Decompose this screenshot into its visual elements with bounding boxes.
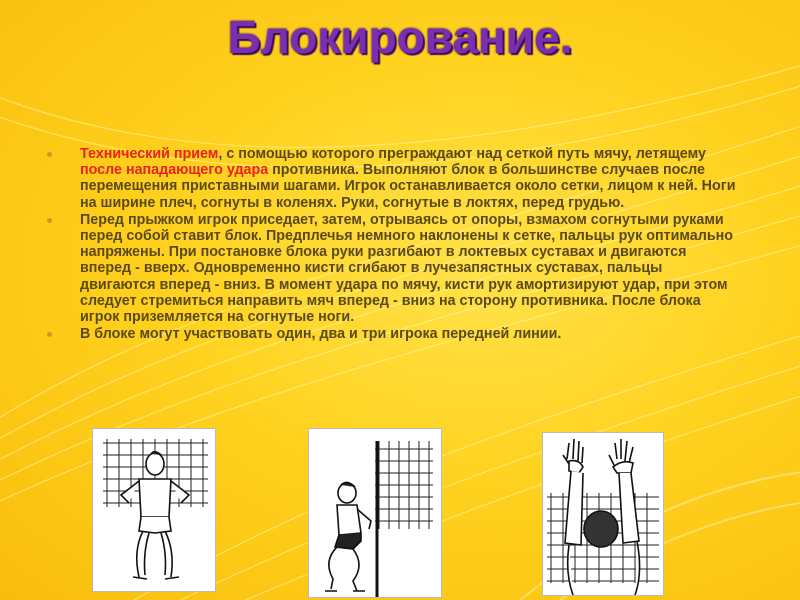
highlight-term: Технический прием — [80, 146, 219, 162]
bullet-icon — [47, 152, 52, 157]
paragraph-3 — [40, 326, 740, 342]
paragraph-1-part-1: , с помощью которого преграждают над сеткой путь мячу, летящему — [218, 146, 706, 162]
paragraph-3-text: В блоке могут участвовать один, два и три игрока передней линии. — [80, 326, 562, 343]
slide-title: Блокирование. — [227, 11, 573, 63]
player-facing-net-ready-stance-icon — [93, 429, 215, 591]
bullet-icon — [47, 332, 52, 337]
highlight-phrase: после нападающего удара — [80, 162, 269, 179]
slide-body — [40, 146, 740, 343]
paragraph-2-text: Перед прыжком игрок приседает, затем, отрываясь от опоры, взмахом согнутыми руками перед собой ставит блок. Предплечья немного наклонены к сетке, пальцы рук оптимально напряжены. При постановке блока руки разгибают в локтевых суставах и двигаются вперед - вверх. Одновременно кисти сгибают в лучезапястных суставах, пальцы двигаются вперед - вниз. В момент удара по мячу, кисти рук амортизируют удар, при этом следует стремиться направить мяч вперед - вниз на сторону противника. После блока игрок приземляется на согнутые ноги. — [80, 211, 733, 326]
paragraph-1 — [40, 146, 740, 211]
bullet-icon — [47, 218, 52, 223]
paragraph-2 — [40, 212, 740, 325]
player-crouching-at-net-pole-icon — [309, 429, 441, 597]
illustration-block-hands-up — [542, 432, 664, 596]
paragraph-1-part-2: противника. Выполняют блок в большинстве случаев после перемещения приставными шагами. Игрок останавливается около сетки, лицом к ней. Ноги на ширине плеч, согнуты в коленях. Руки, согнутые в локтях, перед грудью. — [80, 162, 736, 211]
illustration-ready-stance — [92, 428, 216, 592]
player-block-hands-raised-icon — [543, 433, 663, 595]
illustration-crouch-at-net — [308, 428, 442, 598]
